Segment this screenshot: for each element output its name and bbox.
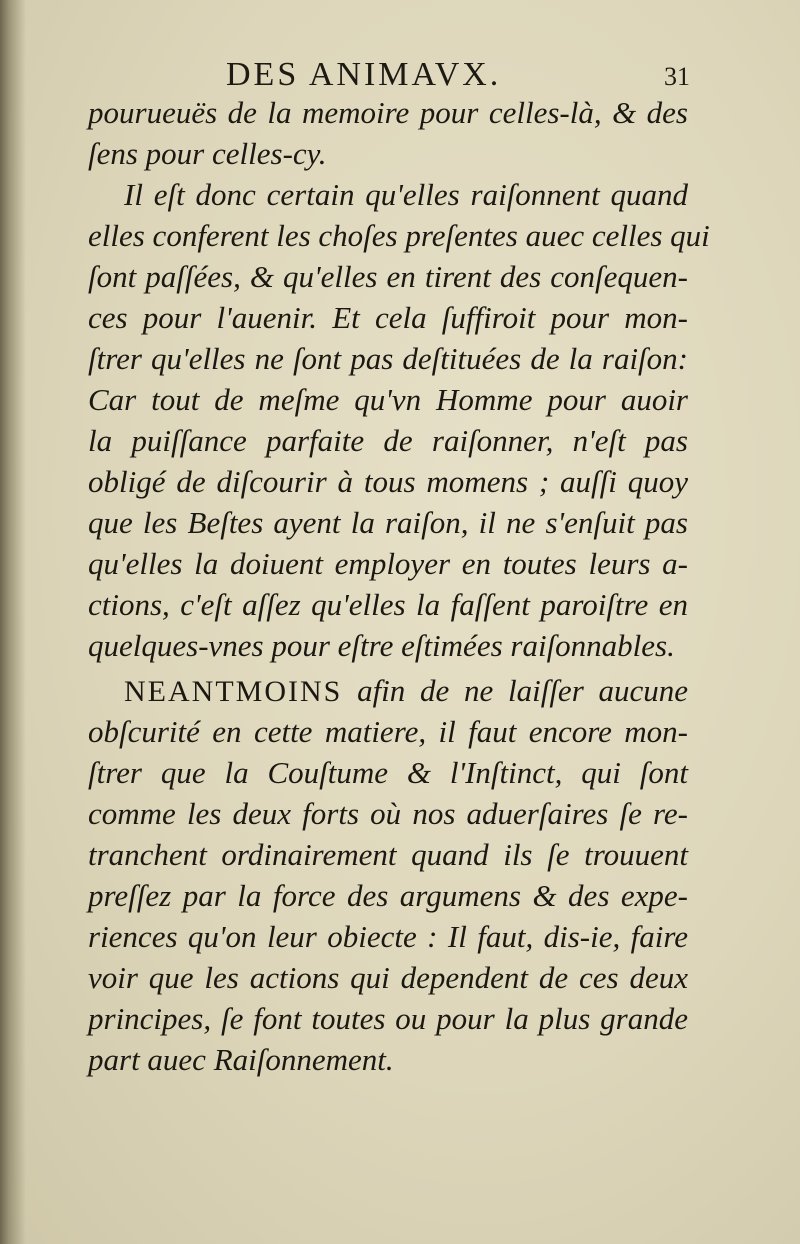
text-line: comme les deux forts où nos aduerſaires ſe re- [88, 796, 688, 831]
text-line: elles conferent les choſes preſentes auec celles qui [88, 218, 710, 253]
paragraph-1 [88, 92, 710, 666]
text-line: voir que les actions qui dependent de ces deux [88, 960, 688, 995]
text-line: la puiſſance parfaite de raiſonner, n'eſt pas [88, 423, 688, 458]
show-through-bleed [710, 120, 800, 380]
binding-shadow [0, 0, 26, 1244]
text-line: obligé de diſcourir à tous momens ; auſſi quoy [88, 464, 688, 499]
text-line: ſtrer que la Couſtume & l'Inſtinct, qui ſont [88, 755, 688, 790]
text-line: ces pour l'auenir. Et cela ſuffiroit pour mon- [88, 300, 688, 335]
text-line: pourueuës de la memoire pour celles-là, & des [88, 95, 688, 130]
paragraph-2 [88, 670, 688, 1080]
text-line: qu'elles la doiuent employer en toutes leurs a- [88, 546, 688, 581]
text-line: que les Beſtes ayent la raiſon, il ne s'enſuit pas [88, 505, 688, 540]
text-line: principes, ſe font toutes ou pour la plus grande [88, 1001, 688, 1036]
text-line [88, 670, 688, 711]
text-line: tranchent ordinairement quand ils ſe trouuent [88, 837, 688, 872]
text-line: Il eſt donc certain qu'elles raiſonnent quand [124, 177, 688, 212]
text-line: ſont paſſées, & qu'elles en tirent des conſequen- [88, 259, 688, 294]
paragraph-lead-word: NEANTMOINS [124, 675, 343, 708]
text-line: Car tout de meſme qu'vn Homme pour auoir [88, 382, 688, 417]
text-line: ctions, c'eſt aſſez qu'elles la faſſent paroiſtre en [88, 587, 688, 622]
running-head: DES ANIMAVX. [226, 56, 502, 93]
page-number: 31 [664, 62, 690, 91]
text-line: ſtrer qu'elles ne ſont pas deſtituées de la raiſon: [88, 341, 688, 376]
text-line: riences qu'on leur obiecte : Il faut, dis-ie, faire [88, 919, 688, 954]
text-line: preſſez par la force des argumens & des expe- [88, 878, 688, 913]
text-line: part auec Raiſonnement. [88, 1042, 394, 1077]
text-line: obſcurité en cette matiere, il faut encore mon- [88, 714, 688, 749]
text-line: quelques-vnes pour eſtre eſtimées raiſonnables. [88, 628, 675, 663]
page-header [88, 52, 688, 96]
text-line: ſens pour celles-cy. [88, 136, 327, 171]
text-line-rest: afin de ne laiſſer aucune [357, 673, 688, 708]
